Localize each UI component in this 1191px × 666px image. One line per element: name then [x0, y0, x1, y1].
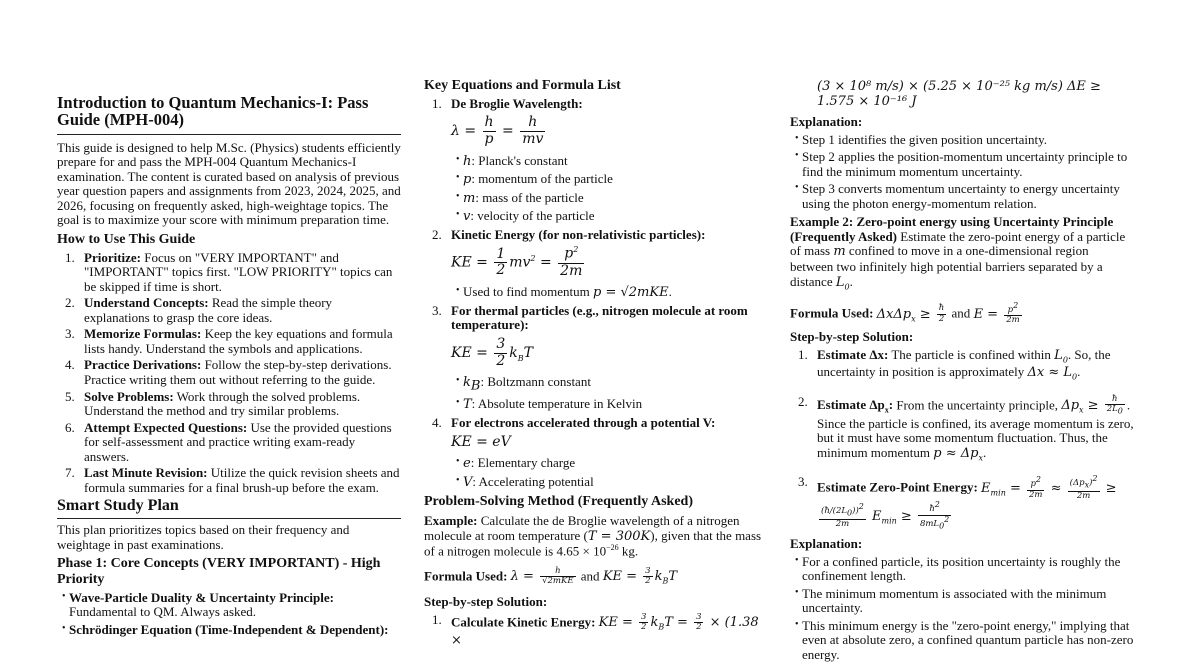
column-1 [57, 94, 401, 640]
list-item: • Wave-Particle Duality & Uncertainty Principle: Fundamental to QM. Always asked. [57, 591, 401, 620]
list-item: • Step 1 identifies the given position uncertainty. [790, 133, 1135, 148]
list-item: 3. For thermal particles (e.g., nitrogen molecule at room temperature): KE = $\frac{3}{2}$ $k_BT$ • $k_B$: Boltzmann constant • T: Absolute temperature in Kelvin [424, 304, 769, 413]
example-paragraph: Example: Calculate the de Broglie wavelength of a nitrogen molecule at room temperature (T = 300K), given that the mass of a nitrogen molecule is $4.65 \times 10^{-26}$ kg. [424, 512, 762, 559]
phase1-heading: Phase 1: Core Concepts (VERY IMPORTANT) - High Priority [57, 556, 381, 587]
explanation-list [790, 133, 1135, 212]
list-item: 2. Estimate $\Delta p_x$: From the uncertainty principle, $\Delta p_x$ ≥ $\frac{ħ}{2L_0}$ . Since the particle is confined, its average momentum is zero, but it must have some momentum fluctuation. Thus, the minimum momentum $p \approx \Delta p_x$. [798, 393, 1134, 463]
study-plan-intro: This plan prioritizes topics based on their frequency and weightage in past examinations. [57, 522, 350, 552]
list-item: 5. Solve Problems: Work through the solved problems. Understand the method and try similar problems. [65, 388, 361, 419]
key-equations-heading: Key Equations and Formula List [424, 78, 621, 93]
page-title: Introduction to Quantum Mechanics-I: Pass Guide (MPH-004) [57, 94, 401, 135]
step-heading-2: Step-by-step Solution: [790, 328, 914, 344]
column-3 [790, 80, 1135, 666]
list-item: 1. Prioritize: Focus on "VERY IMPORTANT" and "IMPORTANT" topics first. "LOW PRIORITY" topics can be skipped if time is short. [65, 249, 393, 294]
de-broglie-equation: λ = $\frac{h}{p}$ = $\frac{h}{mv}$ [451, 114, 544, 147]
explanation-list-2 [790, 555, 1135, 663]
explanation-heading: Explanation: [790, 114, 863, 130]
electron-energy-equation: KE = eV [451, 433, 511, 450]
list-item: • Step 3 converts momentum uncertainty to energy uncertainty using the photon energy-momentum relation. [790, 182, 1135, 211]
list-item: 7. Last Minute Revision: Utilize the quick revision sheets and formula summaries for a final brush-up before the exam. [65, 465, 400, 495]
step-heading: Step-by-step Solution: [424, 593, 548, 609]
list-item: 2. Understand Concepts: Read the simple theory explanations to grasp the core ideas. [65, 295, 333, 325]
list-item: 4. Practice Derivations: Follow the step-by-step derivations. Practice writing them out without referring to the guide. [65, 357, 392, 387]
thermal-energy-equation: KE = $\frac{3}{2}$ $k_BT$ [451, 335, 533, 369]
list-item: 3. Memorize Formulas: Keep the key equations and formula lists handy. Understand the symbols and applications. [65, 326, 393, 356]
list-item: • The minimum momentum is associated with the minimum uncertainty. [790, 587, 1135, 616]
list-item: 4. For electrons accelerated through a potential V: KE = eV • e: Elementary charge • V: Accelerating potential [424, 416, 769, 490]
list-item: 1. De Broglie Wavelength: λ = $\frac{h}{p}$ = $\frac{h}{mv}$ • h: Planck's constant • p: momentum of the particle • m: mass of the particle • v: velocity of the particle [424, 97, 769, 225]
how-to-use-list [57, 251, 401, 496]
list-item: 6. Attempt Expected Questions: Use the provided questions for self-assessment and practice writing exam-ready answers. [65, 419, 392, 464]
steps-list [790, 348, 1135, 532]
intro-paragraph: This guide is designed to help M.Sc. (Physics) students efficiently prepare for and pass the MPH-004 Quantum Mechanics-I examination. The content is curated based on analysis of previous year question papers and assignments from 2023, 2024, 2025, and 2026, focusing on frequently asked, high-weightage topics. The goal is to maximize your score with minimum preparation time. [57, 139, 401, 228]
list-item: 1. Calculate Kinetic Energy: KE = $\frac{3}{2}$ $k_BT$ = $\frac{3}{2}$ × (1.38 × [432, 611, 759, 648]
how-to-use-heading: How to Use This Guide [57, 231, 196, 247]
list-item: 1. Estimate Δx: The particle is confined within $L_0$. So, the uncertainty in position is approximately $\Delta x \approx L_0$. [798, 346, 1111, 382]
formula-used-2: Formula Used: ΔxΔp$_x$ ≥ $\frac{ħ}{2}$ and E = $\frac{p^2}{2m}$ [790, 301, 1020, 326]
explanation-heading-2: Explanation: [790, 536, 863, 552]
study-plan-heading: Smart Study Plan [57, 497, 401, 519]
equations-list [424, 97, 769, 491]
list-item: • Schrödinger Equation (Time-Independent & Dependent): [57, 623, 401, 638]
energy-result: (3 × 10⁸ m/s) × (5.25 × 10⁻²⁵ kg m/s) ΔE ≥ 1.575 × 10⁻¹⁶ J [817, 79, 1101, 109]
phase1-list [57, 591, 401, 638]
column-2 [424, 78, 769, 650]
problem-solving-heading: Problem-Solving Method (Frequently Asked) [424, 494, 693, 510]
list-item: 2. Kinetic Energy (for non-relativistic particles): KE = $\frac{1}{2}$ $mv^2$ = $\frac{p^2}{2m}$ • Used to find momentum p = √2mKE. [424, 228, 769, 301]
list-item: • For a confined particle, its position uncertainty is roughly the confinement length. [790, 555, 1135, 584]
list-item: • Step 2 applies the position-momentum uncertainty principle to find the minimum momentum uncertainty. [790, 150, 1135, 179]
formula-used: Formula Used: λ = $\frac{h}{\text{√2mKE}}$ and KE = $\frac{3}{2}$ $k_BT$ [424, 565, 678, 587]
list-item: 3. Estimate Zero-Point Energy: $E_{min}$ = $\frac{p^2}{2m}$ ≈ $\frac{(\Delta p_x)^2}{2m}$ ≥ $\frac{(ħ/(2L_0))^2}{2m}$ $E_{min}$ ≥ $\frac{ħ^2}{8mL_0^2}$ [798, 474, 1117, 531]
list-item: • This minimum energy is the "zero-point energy," implying that even at absolute zero, a confined quantum particle has non-zero energy. [790, 619, 1135, 663]
example2-paragraph: Example 2: Zero-point energy using Uncertainty Principle (Frequently Asked) Estimate the zero-point energy of a particle of mass m confined to move in a one-dimensional region between two infinitely high potential barriers separated by a distance $L_0$. [790, 214, 1126, 292]
kinetic-energy-equation: KE = $\frac{1}{2}$ $mv^2$ = $\frac{p^2}{2m}$ [451, 245, 583, 279]
